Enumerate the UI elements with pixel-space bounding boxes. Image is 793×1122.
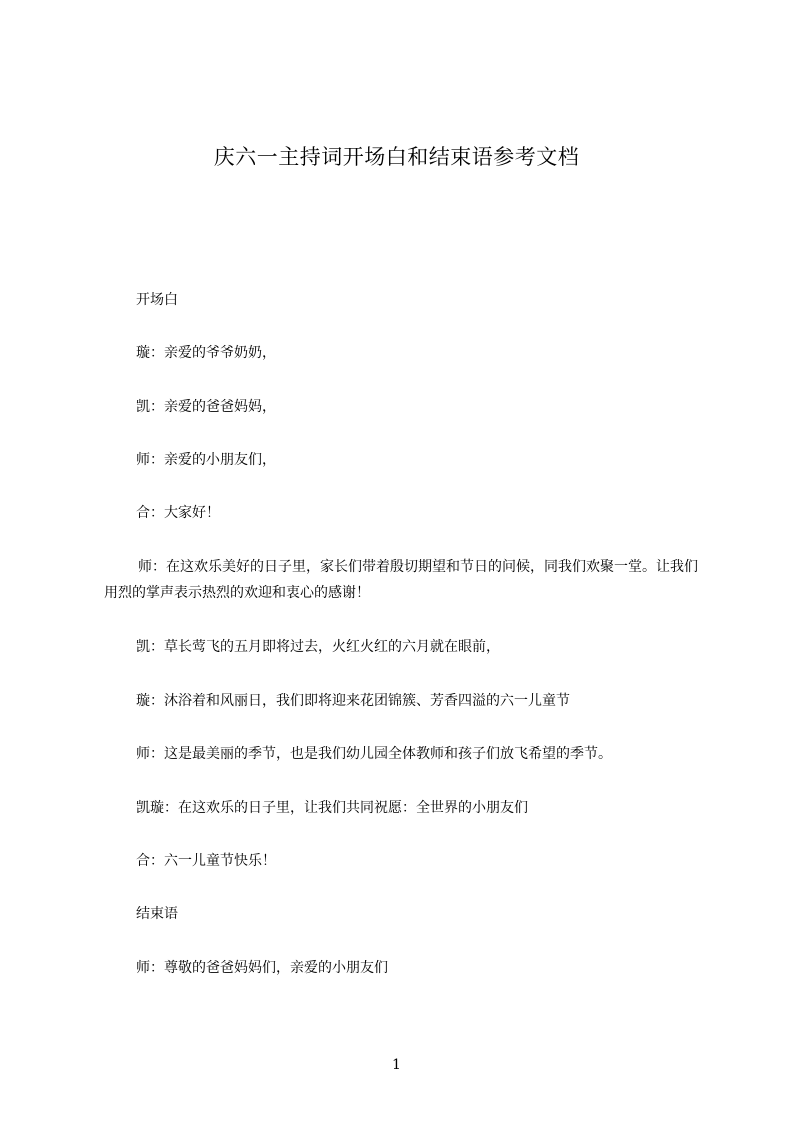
paragraph-line — [104, 955, 704, 981]
paragraph-text: 合：六一儿童节快乐！ — [136, 853, 276, 869]
paragraph-text: 师：尊敬的爸爸妈妈们，亲爱的小朋友们 — [136, 960, 388, 976]
paragraph-text: 结束语 — [136, 906, 178, 922]
paragraph-opening-heading — [104, 287, 704, 313]
paragraph-line — [104, 340, 704, 366]
paragraph-text: 璇：沐浴着和风丽日，我们即将迎来花团锦簇、芳香四溢的六一儿童节 — [136, 693, 570, 709]
paragraph-line — [104, 447, 704, 473]
paragraph-line — [104, 500, 704, 526]
paragraph-line — [104, 848, 704, 874]
paragraph-line — [104, 394, 704, 420]
paragraph-line — [104, 688, 704, 714]
paragraph-wrapped: 师：在这欢乐美好的日子里，家长们带着殷切期望和节日的问候，同我们欢聚一堂。让我们用烈的掌声表示热烈的欢迎和衷心的感谢！ — [104, 559, 698, 601]
paragraph-text: 凯璇：在这欢乐的日子里，让我们共同祝愿：全世界的小朋友们 — [136, 800, 528, 816]
paragraph-text: 凯：亲爱的爸爸妈妈， — [136, 399, 276, 415]
paragraph-text: 开场白 — [136, 292, 178, 308]
paragraph-text: 合：大家好！ — [136, 505, 220, 521]
paragraph-text: 凯：草长莺飞的五月即将过去，火红火红的六月就在眼前， — [136, 639, 500, 655]
paragraph-line — [104, 795, 704, 821]
paragraph-text: 师：亲爱的小朋友们， — [136, 452, 276, 468]
paragraph-text: 师：这是最美丽的季节，也是我们幼儿园全体教师和孩子们放飞希望的季节。 — [136, 746, 612, 762]
paragraph-closing-heading — [104, 901, 704, 927]
document-title: 庆六一主持词开场白和结束语参考文档 — [213, 145, 580, 169]
page-number: 1 — [392, 1057, 401, 1073]
paragraph-line — [104, 634, 704, 660]
paragraph-line — [104, 741, 704, 767]
paragraph-text: 璇：亲爱的爷爷奶奶， — [136, 345, 276, 361]
